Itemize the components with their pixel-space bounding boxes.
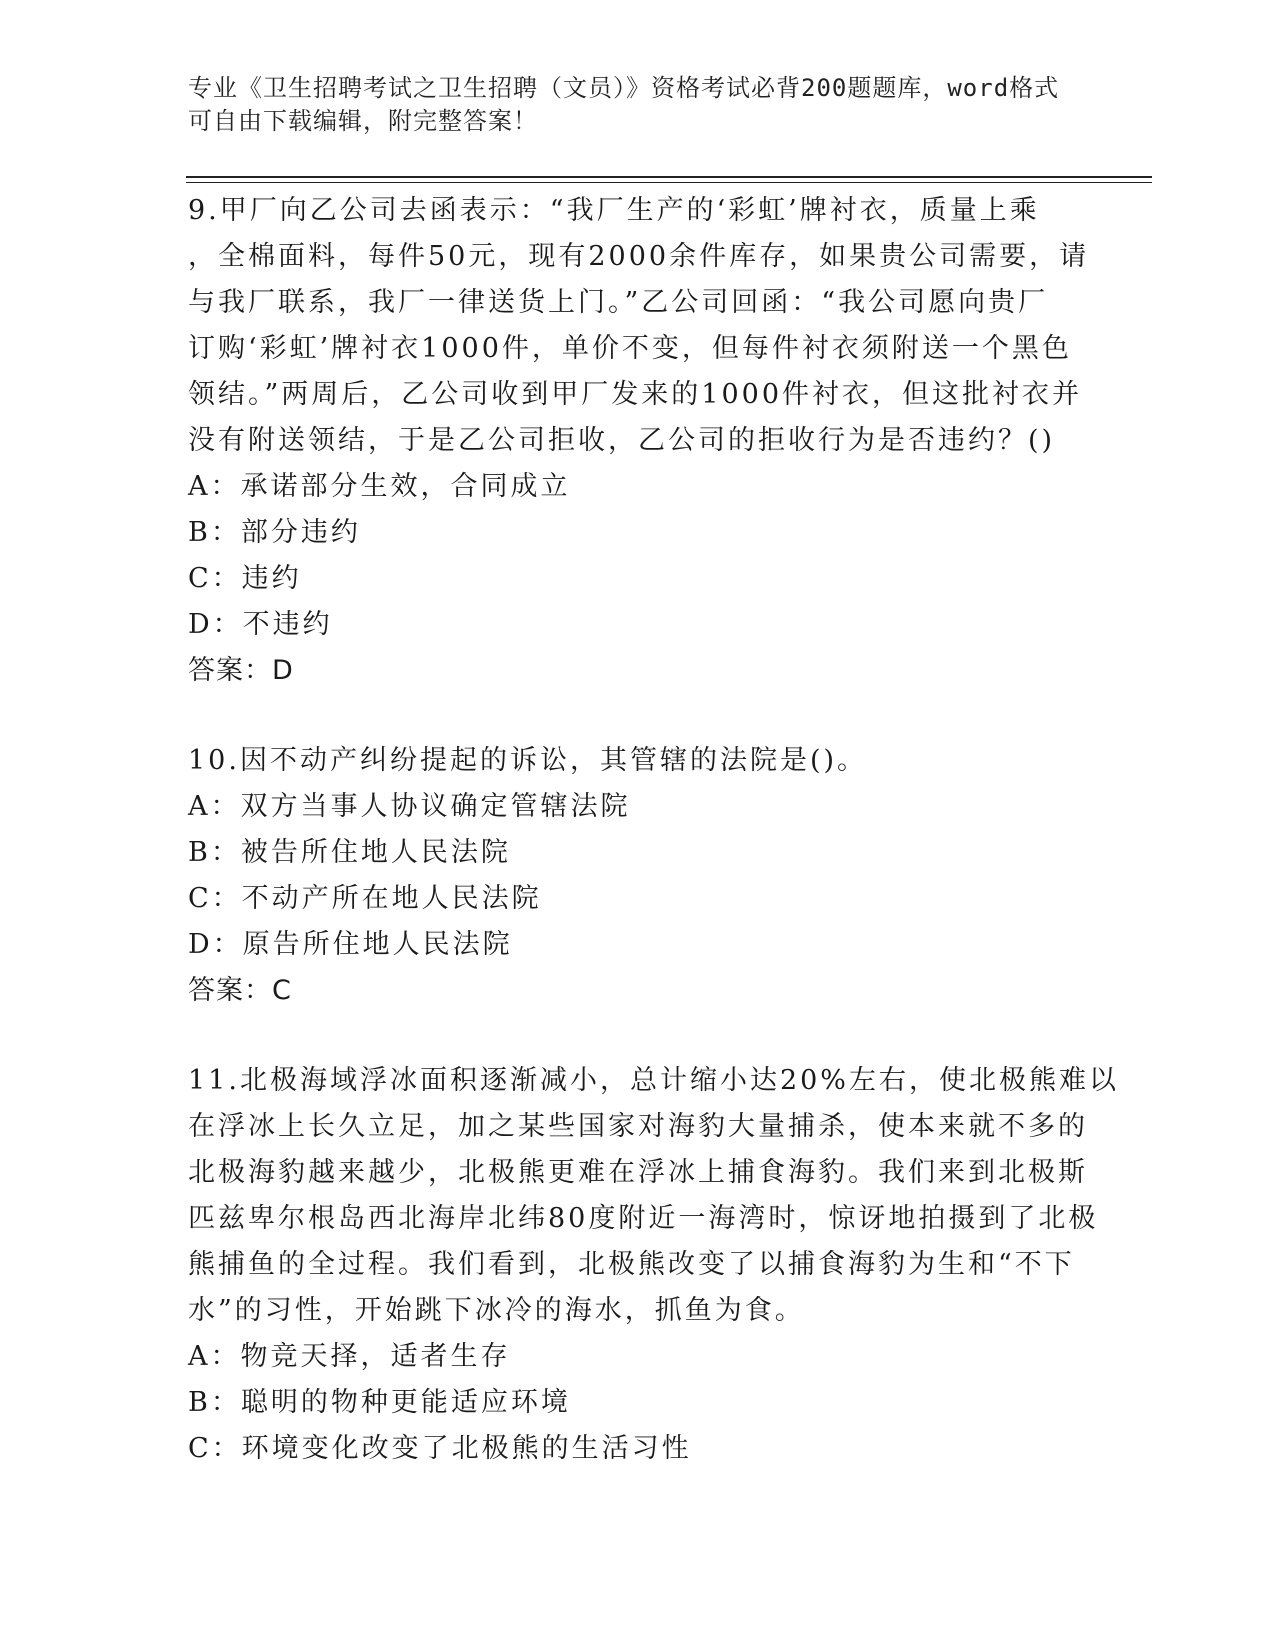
question-11 xyxy=(188,1058,1119,1472)
answer-key: 答案：C xyxy=(188,975,292,1006)
stem-line: 北极海豹越来越少，北极熊更难在浮冰上捕食海豹。我们来到北极斯 xyxy=(188,1157,1088,1188)
question-stem xyxy=(188,1058,1119,1334)
document-header xyxy=(188,72,1068,138)
stem-line: 熊捕鱼的全过程。我们看到，北极熊改变了以捕食海豹为生和“不下 xyxy=(188,1249,1075,1280)
stem-line: 10.因不动产纠纷提起的诉讼，其管辖的法院是()。 xyxy=(188,745,868,776)
question-list xyxy=(188,188,1119,1516)
stem-line: 没有附送领结，于是乙公司拒收，乙公司的拒收行为是否违约？() xyxy=(188,425,1056,456)
stem-line: 11.北极海域浮冰面积逐渐减小，总计缩小达20%左右，使北极熊难以 xyxy=(188,1065,1119,1096)
stem-line: 匹兹卑尔根岛西北海岸北纬80度附近一海湾时，惊讶地拍摄到了北极 xyxy=(188,1203,1099,1234)
header-divider-thick xyxy=(186,176,1152,178)
stem-line: 在浮冰上长久立足，加之某些国家对海豹大量捕杀，使本来就不多的 xyxy=(188,1111,1088,1142)
question-10 xyxy=(188,738,1088,1014)
stem-line: 订购‘彩虹’牌衬衣1000件，单价不变，但每件衬衣须附送一个黑色 xyxy=(188,333,1072,364)
option-d: D：原告所住地人民法院 xyxy=(188,929,513,960)
header-line-2: 可自由下载编辑，附完整答案！ xyxy=(188,107,538,135)
header-divider-thin xyxy=(186,182,1152,183)
question-stem xyxy=(188,188,1088,464)
option-a: A：双方当事人协议确定管辖法院 xyxy=(188,791,631,822)
option-b: B：被告所住地人民法院 xyxy=(188,837,511,868)
option-a: A：承诺部分生效，合同成立 xyxy=(188,471,571,502)
stem-line: 水”的习性，开始跳下冰冷的海水，抓鱼为食。 xyxy=(188,1295,805,1326)
question-stem xyxy=(188,738,1088,784)
stem-line: 与我厂联系，我厂一律送货上门。”乙公司回函：“我公司愿向贵厂 xyxy=(188,287,1049,318)
stem-line: 领结。”两周后，乙公司收到甲厂发来的1000件衬衣，但这批衬衣并 xyxy=(188,379,1083,410)
option-c: C：环境变化改变了北极熊的生活习性 xyxy=(188,1433,692,1464)
option-c: C：不动产所在地人民法院 xyxy=(188,883,542,914)
stem-line: 9.甲厂向乙公司去函表示：“我厂生产的‘彩虹’牌衬衣，质量上乘 xyxy=(188,195,1040,226)
option-c: C：违约 xyxy=(188,563,302,594)
option-b: B：聪明的物种更能适应环境 xyxy=(188,1387,571,1418)
stem-line: ，全棉面料，每件50元，现有2000余件库存，如果贵公司需要，请 xyxy=(188,241,1090,272)
header-line-1: 专业《卫生招聘考试之卫生招聘（文员）》资格考试必背200题题库，word格式 xyxy=(188,74,1060,102)
option-a: A：物竞天择，适者生存 xyxy=(188,1341,511,1372)
answer-key: 答案：D xyxy=(188,655,294,686)
option-d: D：不违约 xyxy=(188,609,333,640)
question-9 xyxy=(188,188,1088,694)
option-b: B：部分违约 xyxy=(188,517,361,548)
